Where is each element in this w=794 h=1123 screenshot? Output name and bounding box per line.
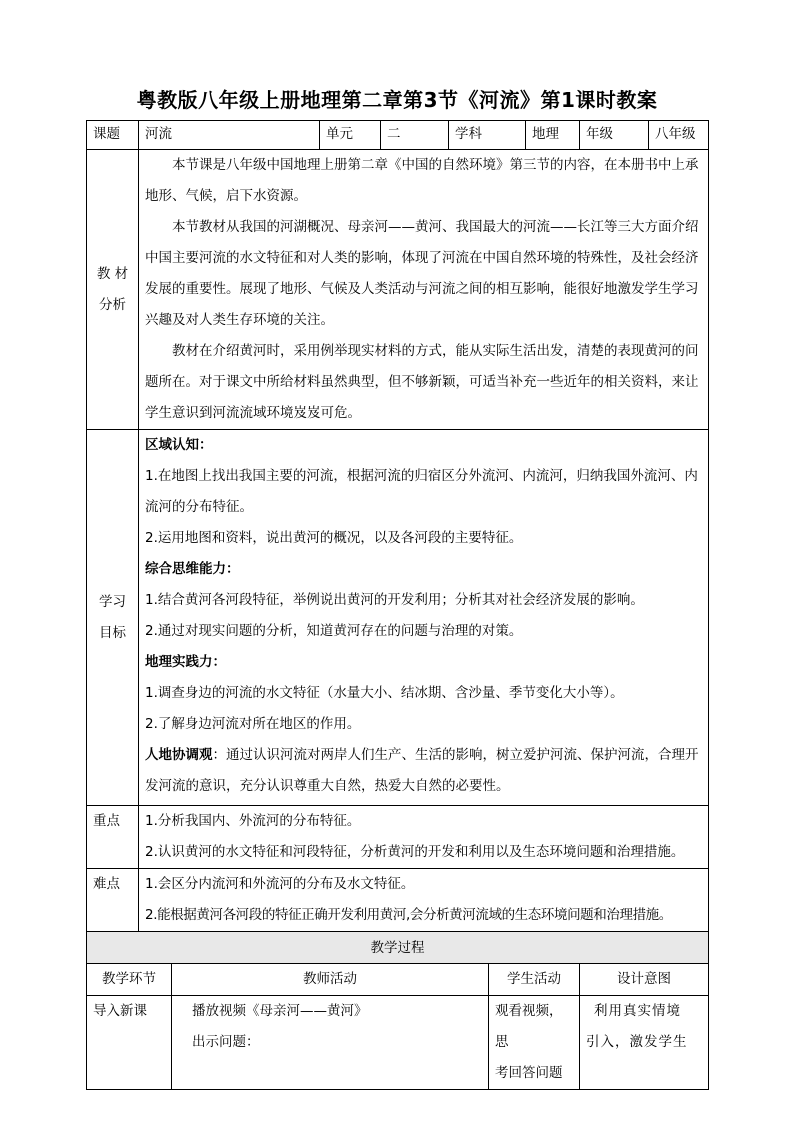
difficult-point-item: 1.会区分内流河和外流河的分布及水文特征。 xyxy=(145,876,415,892)
objectives-label-line1: 学习 xyxy=(99,593,126,610)
objectives-label xyxy=(87,430,139,806)
difficult-points-label: 难点 xyxy=(87,869,139,932)
teacher-line: 播放视频《母亲河——黄河》 xyxy=(192,1003,368,1019)
analysis-row xyxy=(87,150,709,430)
subject-label: 学科 xyxy=(449,121,526,150)
objective-item: 2.了解身边河流对所在地区的作用。 xyxy=(145,716,361,732)
student-line: 观看视频，思 xyxy=(495,1003,563,1050)
difficult-point-item: 2.能根据黄河各河段的特征正确开发利用黄河,会分析黄河流域的生态环境问题和治理措施。 xyxy=(145,907,672,923)
column-stage: 教学环节 xyxy=(87,964,172,996)
objectives-label-line2: 目标 xyxy=(99,624,126,641)
analysis-label xyxy=(87,150,139,430)
column-student: 学生活动 xyxy=(489,964,580,996)
difficult-points-content xyxy=(139,869,709,932)
document-title: 粤教版八年级上册地理第二章第3节《河流》第1课时教案 xyxy=(136,88,658,112)
analysis-label-line1: 教 材 xyxy=(96,265,129,282)
objectives-content xyxy=(139,430,709,806)
objective-item: 1.结合黄河各河段特征，举例说出黄河的开发利用；分析其对社会经济发展的影响。 xyxy=(145,592,644,608)
column-intent: 设计意图 xyxy=(580,964,709,996)
process-row xyxy=(87,996,709,1090)
intent-line: 引入，激发学生 xyxy=(586,1034,688,1050)
analysis-paragraph: 教材在介绍黄河时，采用例举现实材料的方式，能从实际生活出发，清楚的表现黄河的问题所在。对于课文中所给材料虽然典型，但不够新颖，可适当补充一些近年的相关资料，来让学生意识到河流流域环境岌岌可危。 xyxy=(145,343,699,421)
process-heading: 教学过程 xyxy=(87,932,709,964)
process-heading-row xyxy=(87,932,709,964)
subject-value: 地理 xyxy=(526,121,580,150)
objective-section-title: 地理实践力： xyxy=(145,654,226,670)
stage-cell: 导入新课 xyxy=(87,996,172,1090)
objective-section-title: 人地协调观 xyxy=(145,747,213,763)
header-row xyxy=(87,121,709,150)
teacher-line: 出示问题： xyxy=(192,1034,260,1050)
objective-section-title: 区域认知： xyxy=(145,437,213,453)
analysis-content xyxy=(139,150,709,430)
objectives-row xyxy=(87,430,709,806)
analysis-paragraph: 本节教材从我国的河湖概况、母亲河——黄河、我国最大的河流——长江等三大方面介绍中国主要河流的水文特征和对人类的影响，体现了河流在中国自然环境的特殊性，及社会经济发展的重要性。展现了地形、气候及人类活动与河流之间的相互影响，能很好地激发学生学习兴趣及对人类生存环境的关注。 xyxy=(145,219,699,328)
objective-item: 2.运用地图和资料，说出黄河的概况，以及各河段的主要特征。 xyxy=(145,530,523,546)
column-teacher: 教师活动 xyxy=(172,964,489,996)
intent-line: 利用真实情境 xyxy=(594,1003,681,1019)
analysis-label-line2: 分析 xyxy=(99,296,126,313)
key-points-label: 重点 xyxy=(87,806,139,869)
key-points-content xyxy=(139,806,709,869)
grade-label: 年级 xyxy=(580,121,649,150)
objective-section4 xyxy=(145,740,702,802)
objective-section4-text: ：通过认识河流对两岸人们生产、生活的影响，树立爱护河流、保护河流，合理开发河流的意识，充分认识尊重大自然，热爱大自然的必要性。 xyxy=(145,747,699,794)
student-line: 考回答问题 xyxy=(495,1065,563,1081)
key-point-item: 2.认识黄河的水文特征和河段特征，分析黄河的开发和利用以及生态环境问题和治理措施。 xyxy=(145,844,685,860)
process-columns-row xyxy=(87,964,709,996)
grade-value: 八年级 xyxy=(649,121,709,150)
lesson-plan-table xyxy=(86,120,709,1090)
key-points-row xyxy=(87,806,709,869)
objective-item: 1.在地图上找出我国主要的河流，根据河流的归宿区分外流河、内流河，归纳我国外流河、内流河的分布特征。 xyxy=(145,468,698,515)
course-label: 课题 xyxy=(87,121,139,150)
objective-item: 2.通过对现实问题的分析，知道黄河存在的问题与治理的对策。 xyxy=(145,623,523,639)
unit-label: 单元 xyxy=(320,121,381,150)
objective-section-title: 综合思维能力： xyxy=(145,561,240,577)
teacher-cell xyxy=(172,996,489,1090)
difficult-points-row xyxy=(87,869,709,932)
course-value: 河流 xyxy=(139,121,320,150)
student-cell xyxy=(489,996,580,1090)
intent-cell xyxy=(580,996,709,1090)
objective-item: 1.调查身边的河流的水文特征（水量大小、结冰期、含沙量、季节变化大小等）。 xyxy=(145,685,624,701)
key-point-item: 1.分析我国内、外流河的分布特征。 xyxy=(145,813,361,829)
analysis-paragraph: 本节课是八年级中国地理上册第二章《中国的自然环境》第三节的内容，在本册书中上承地形、气候，启下水资源。 xyxy=(145,157,699,204)
unit-value: 二 xyxy=(381,121,449,150)
